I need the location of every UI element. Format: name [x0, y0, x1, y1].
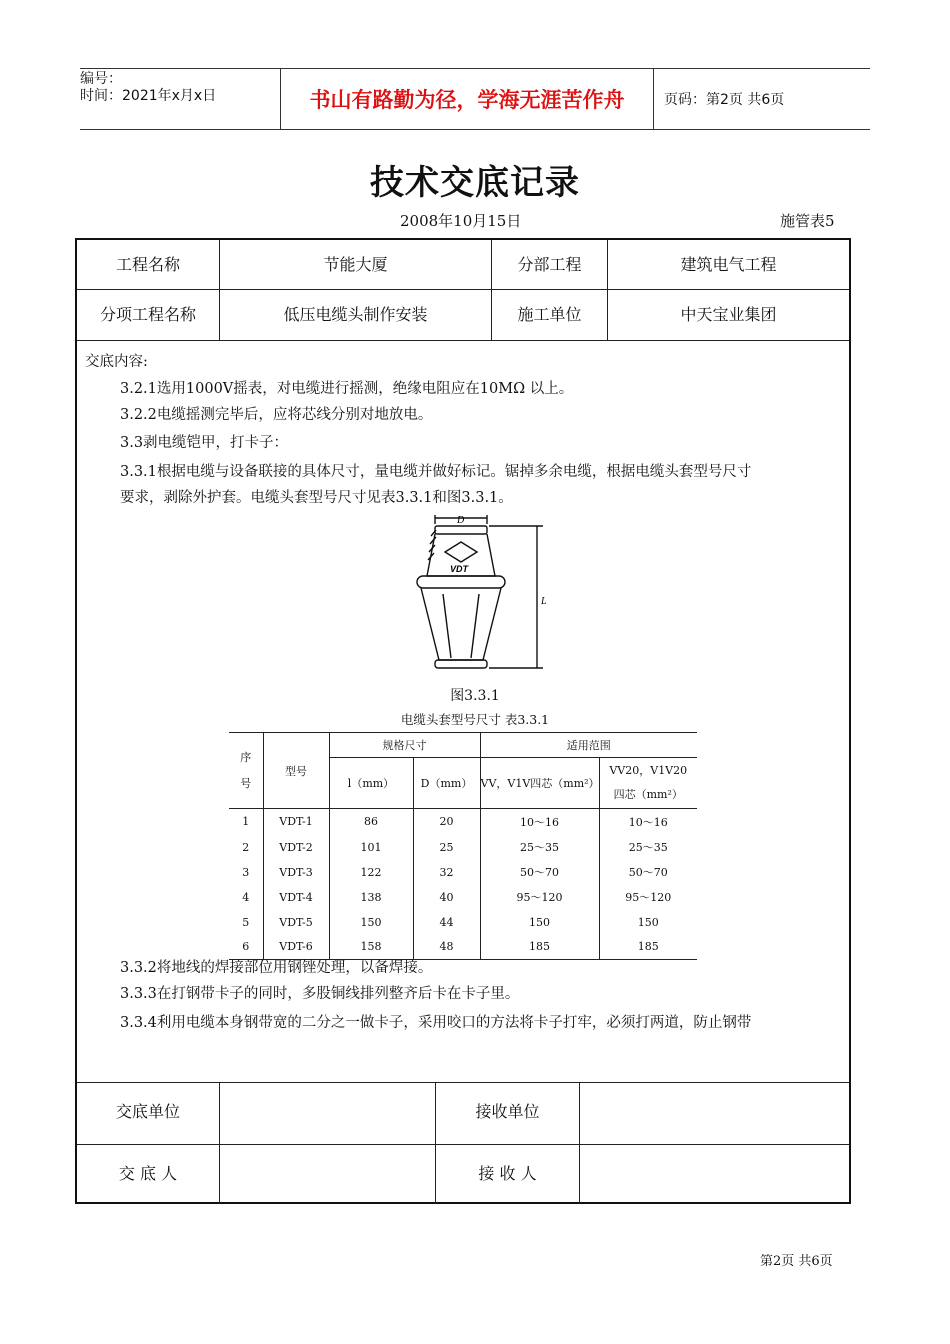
cell-vv20: 185 — [637, 940, 659, 954]
cell-no: 2 — [229, 835, 263, 860]
cell-model: VDT-2 — [263, 835, 329, 860]
figure-logo-diamond — [445, 542, 477, 562]
content-paragraph: 3.3.3在打钢带卡子的同时，多股铜线排列整齐后卡在卡子里。 — [120, 986, 520, 1002]
cell-no: 6 — [229, 935, 263, 960]
figure-label-d: D — [457, 515, 465, 526]
division-value: 建筑电气工程 — [680, 255, 777, 274]
cell-no: 5 — [229, 910, 263, 935]
figure-shade-line — [443, 594, 451, 658]
cell-d: 48 — [413, 935, 480, 960]
cell-l: 122 — [329, 860, 413, 885]
header-vv20: VV20，V1V20 四芯（mm²） — [609, 764, 688, 801]
number-label: 编号： — [80, 71, 122, 87]
cell-d: 40 — [413, 885, 480, 910]
issuer-label: 交 底 人 — [118, 1164, 178, 1183]
table-row — [229, 910, 697, 935]
receiver-label: 接 收 人 — [478, 1164, 537, 1183]
figure-shade-line — [471, 594, 479, 658]
cell-no: 1 — [229, 809, 263, 835]
figure-label-brand: VDT — [450, 564, 468, 574]
table-row — [229, 835, 697, 860]
page-footer: 第2页 共6页 — [760, 1254, 833, 1269]
issuer-unit-label: 交底单位 — [115, 1102, 180, 1121]
project-name-value: 节能大厦 — [323, 255, 388, 274]
figure-collar — [417, 576, 505, 588]
cell-d: 32 — [413, 860, 480, 885]
table-row — [229, 860, 697, 885]
cell-vv: 185 — [480, 935, 599, 960]
content-paragraph: 3.2.2电缆摇测完毕后，应将芯线分别对地放电。 — [120, 407, 433, 423]
cell-vv: 50～70 — [480, 860, 599, 885]
spec-table — [229, 732, 697, 960]
cell-d: 25 — [413, 835, 480, 860]
header-motto: 书山有路勤为径，学海无涯苦作舟 — [280, 69, 654, 129]
cell-d: 44 — [413, 910, 480, 935]
cell-vv: 150 — [480, 910, 599, 935]
content-paragraph: 3.3剥电缆铠甲，打卡子： — [120, 435, 289, 451]
table-row — [229, 885, 697, 910]
col-divider — [219, 1082, 220, 1204]
cell-vv: 10～16 — [480, 809, 599, 835]
table-row — [229, 809, 697, 835]
document-title: 技术交底记录 — [370, 163, 580, 203]
spec-table-body — [229, 809, 697, 960]
figure-label-l: L — [541, 596, 547, 607]
cell-no: 4 — [229, 885, 263, 910]
cell-l: 158 — [329, 935, 413, 960]
subitem-value: 低压电缆头制作安装 — [283, 305, 428, 324]
figure-lower-body — [421, 588, 501, 660]
header-no: 序 号 — [229, 733, 263, 809]
cell-d: 20 — [413, 809, 480, 835]
subitem-label: 分项工程名称 — [99, 305, 196, 324]
figure-top-cap — [435, 526, 487, 534]
content-label: 交底内容: — [85, 354, 148, 370]
cable-head-figure — [405, 512, 565, 677]
header-vv: VV，V1V四芯（mm²） — [480, 758, 599, 809]
cell-model: VDT-4 — [263, 885, 329, 910]
header-l: l（mm） — [329, 758, 413, 809]
cell-l: 101 — [329, 835, 413, 860]
cell-l: 150 — [329, 910, 413, 935]
cell-model: VDT-3 — [263, 860, 329, 885]
document-date: 2008年10月15日 — [400, 212, 522, 230]
content-paragraph: 3.3.1根据电缆与设备联接的具体尺寸，量电缆并做好标记。锯掉多余电缆，根据电缆头套型号尺寸 — [120, 464, 752, 480]
content-paragraph: 3.2.1选用1000V摇表，对电缆进行摇测，绝缘电阻应在10MΩ 以上。 — [120, 381, 574, 397]
figure-caption: 图3.3.1 — [450, 688, 500, 704]
cell-vv20: 25～35 — [628, 841, 668, 854]
contractor-label: 施工单位 — [517, 305, 582, 324]
content-paragraph: 要求，剥除外护套。电缆头套型号尺寸见表3.3.1和图3.3.1。 — [120, 490, 513, 506]
cell-l: 86 — [329, 809, 413, 835]
cell-no: 3 — [229, 860, 263, 885]
content-paragraph: 3.3.4利用电缆本身钢带宽的二分之一做卡子，采用咬口的方法将卡子打牢，必须打两道，防止钢带 — [120, 1015, 752, 1031]
header-size-group: 规格尺寸 — [329, 733, 480, 758]
cell-vv: 95～120 — [480, 885, 599, 910]
header-page-info: 页码：第2页 共6页 — [664, 92, 785, 108]
project-name-label: 工程名称 — [115, 255, 180, 274]
cell-vv: 25～35 — [480, 835, 599, 860]
cell-vv20: 150 — [637, 915, 659, 929]
cell-vv20: 10～16 — [628, 815, 668, 829]
receiver-unit-label: 接收单位 — [475, 1102, 540, 1121]
form-number: 施管表5 — [780, 212, 835, 230]
cell-model: VDT-1 — [263, 809, 329, 835]
cell-vv20: 95～120 — [625, 891, 672, 904]
page-header — [80, 68, 870, 130]
cell-model: VDT-6 — [263, 935, 329, 960]
division-label: 分部工程 — [517, 255, 582, 274]
header-model: 型号 — [263, 733, 329, 809]
content-paragraph: 3.3.2将地线的焊接部位用钢锉处理，以备焊接。 — [120, 960, 433, 976]
figure-bottom-ring — [435, 660, 487, 668]
header-range-group: 适用范围 — [480, 733, 697, 758]
cell-l: 138 — [329, 885, 413, 910]
header-d: D（mm） — [413, 758, 480, 809]
col-divider — [579, 1082, 580, 1204]
contractor-value: 中天宝业集团 — [680, 305, 777, 324]
cell-vv20: 50～70 — [628, 866, 668, 879]
cell-model: VDT-5 — [263, 910, 329, 935]
table-caption: 电缆头套型号尺寸 表3.3.1 — [400, 712, 550, 727]
header-meta — [80, 69, 280, 131]
row-divider — [77, 340, 849, 341]
time-label: 时间：2021年x月x日 — [80, 88, 217, 104]
